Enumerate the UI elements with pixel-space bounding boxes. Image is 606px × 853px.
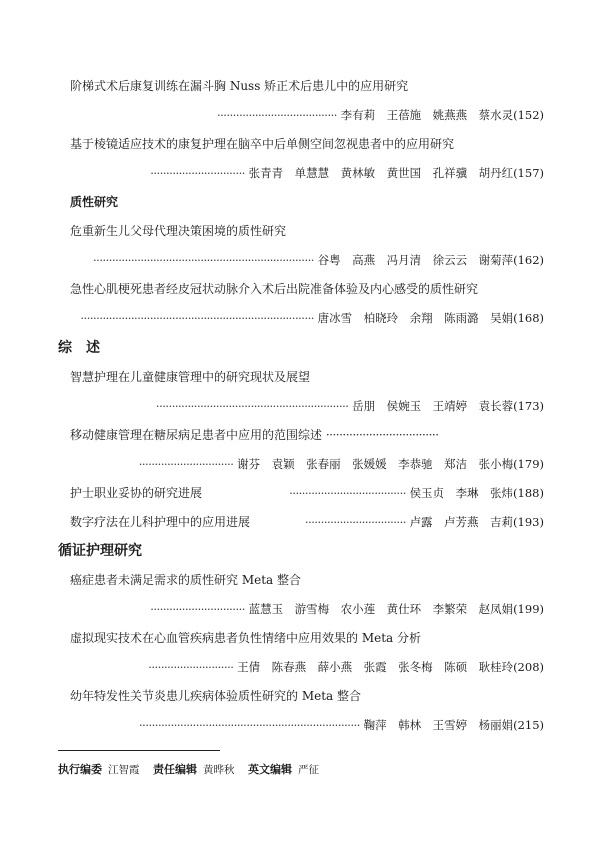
toc-entry-authors: ··························· 王倩 陈春燕 薛小燕 张霞 张冬梅 陈硕 耿桂玲(208) — [148, 660, 544, 674]
toc-entry-title[interactable]: 基于棱镜适应技术的康复护理在脑卒中后单侧空间忽视患者中的应用研究 — [70, 137, 455, 151]
toc-entry-title[interactable]: 护士职业妥协的研究进展 — [70, 486, 203, 500]
toc-entry-title[interactable]: 智慧护理在儿童健康管理中的研究现状及展望 — [70, 370, 311, 384]
toc-entry-authors: ······························ 谢芬 袁颖 张春丽 张媛媛 李恭驰 郑洁 张小梅(179) — [138, 457, 544, 471]
toc-entry-title[interactable]: 癌症患者未满足需求的质性研究 Meta 整合 — [70, 573, 301, 587]
toc-entry-authors: ·········································································· 唐冰雪 柏晓玲 余翔 陈雨潞 吴娟(168) — [80, 311, 544, 325]
english-editor-name: 严征 — [298, 764, 319, 776]
toc-entry-authors: 侯玉贞 李琳 张炜(188) — [409, 486, 544, 500]
toc-entry-title[interactable]: 虚拟现实技术在心血管疾病患者负性情绪中应用效果的 Meta 分析 — [70, 631, 421, 645]
duty-editor-label: 责任编辑 — [153, 763, 197, 776]
section-heading-review: 综 述 — [58, 340, 100, 356]
toc-entry-authors: ······································ 李有莉 王蓓施 姚燕燕 蔡水灵(152) — [217, 108, 544, 122]
toc-entry-authors: ······································································ 鞠萍 韩林 王雪婷 杨丽娟(215) — [139, 718, 544, 732]
exec-editor-name: 江智霞 — [108, 764, 140, 776]
toc-entry-title[interactable]: 数字疗法在儿科护理中的应用进展 — [70, 515, 251, 529]
subsection-heading-qualitative: 质性研究 — [70, 195, 119, 209]
english-editor-label: 英文编辑 — [248, 763, 292, 776]
toc-entry-title[interactable]: 阶梯式术后康复训练在漏斗胸 Nuss 矫正术后患儿中的应用研究 — [70, 79, 409, 93]
toc-entry-authors: ······························ 蓝慧玉 游雪梅 农小莲 黄仕环 李繁荣 赵凤娟(199) — [150, 602, 544, 616]
toc-entry-authors: 卢露 卢芳燕 吉莉(193) — [409, 515, 544, 529]
toc-entry-title[interactable]: 移动健康管理在糖尿病足患者中应用的范围综述 ·································· — [70, 428, 439, 442]
toc-entry-authors: ····························································· 岳朋 侯婉玉 王靖婷 袁长蓉(173) — [155, 399, 544, 413]
toc-entry-title[interactable]: 幼年特发性关节炎患儿疾病体验质性研究的 Meta 整合 — [70, 689, 361, 703]
toc-entry-authors: ······································································ 谷粤 高燕 冯月清 徐云云 谢菊萍(162) — [93, 253, 544, 267]
toc-entry-authors: ······························ 张青青 单慧慧 黄林敏 黄世国 孔祥骥 胡丹红(157) — [150, 166, 544, 180]
toc-entry-row[interactable]: 数字疗法在儿科护理中的应用进展 ································ 卢露 卢芳燕 吉莉(193) — [70, 515, 544, 529]
footer-divider — [58, 750, 220, 751]
toc-entry-title[interactable]: 急性心肌梗死患者经皮冠状动脉介入术后出院准备体验及内心感受的质性研究 — [70, 282, 479, 296]
duty-editor-name: 黄晔秋 — [203, 764, 235, 776]
toc-entry-row[interactable]: 护士职业妥协的研究进展 ····································· 侯玉贞 李琳 张炜(188) — [70, 486, 544, 500]
editor-credits — [58, 763, 329, 777]
exec-editor-label: 执行编委 — [58, 763, 102, 776]
section-heading-evidence: 循证护理研究 — [58, 543, 142, 559]
toc-entry-title[interactable]: 危重新生儿父母代理决策困境的质性研究 — [70, 224, 287, 238]
